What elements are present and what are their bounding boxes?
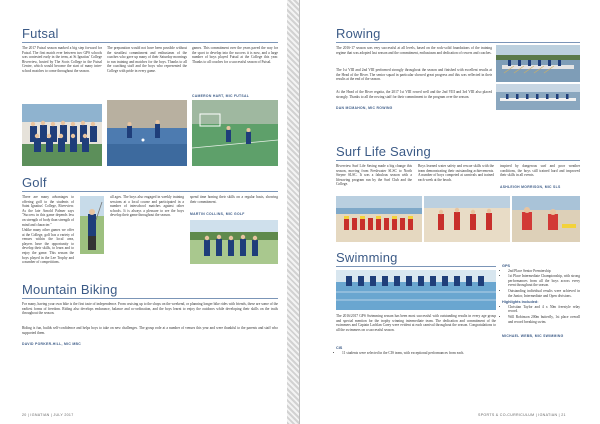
rowing-rule [336, 42, 580, 43]
golf-col-4 [190, 195, 278, 209]
golf-rule [22, 191, 278, 192]
swimming-col-3 [502, 264, 580, 330]
golf-text-4: spend time honing their skills on a regular basis, showing their commitment. [190, 195, 278, 204]
mtb-col-2 [22, 326, 278, 340]
mtb-col-1 [22, 302, 278, 324]
rowing-col-2 [336, 68, 492, 88]
futsal-col-1 [22, 46, 102, 94]
golf-col-3 [110, 195, 184, 255]
golf-title: Golf [22, 175, 47, 190]
rowing-col-1 [336, 46, 492, 64]
rowing-col-3 [336, 90, 492, 104]
surf-photo-2 [424, 196, 510, 242]
swimming-col-1 [336, 314, 496, 344]
swimming-col-2 [336, 346, 496, 368]
futsal-col-2 [107, 46, 187, 98]
golf-col-2 [22, 228, 74, 265]
golf-col-1 [22, 195, 74, 227]
swimming-gps-item: • 1st Place Intermediate Championship, with strong performances from all the boys across every event throughout the season. [508, 274, 580, 288]
futsal-text-2: The preparation would not have been possible without the steadfast commitment and enthusiasm of the coaches who gave up many of their Saturday mornings to run training and matches for the boys. Thanks to all the coaching staff and the boys who represented the College with pride in every game. [107, 46, 187, 73]
futsal-rule [22, 42, 278, 43]
futsal-team-photo [22, 104, 102, 166]
futsal-text-3: games. This commitment over the years paved the way for the sport to develop into the success it is now, and a large number of boys played Futsal at the College this year. Thanks to all coaches for a successful season of Futsal. [192, 46, 278, 64]
futsal-action-photo-1 [107, 100, 187, 166]
rowing-text-1: The 2016-17 season was very successful at all levels, based on the rock-solid foundations of the training regime that was adopted last season and the commitment, enthusiasm and dedication of rowers and coaches. [336, 46, 492, 55]
swimming-photo [336, 270, 496, 310]
swimming-gps-item: • Outstanding individual results were achieved in the Junior, Intermediate and Open divisions. [508, 289, 580, 298]
rowing-photo-2 [496, 84, 580, 110]
swimming-cis-item: • 11 students were selected in the CIS team, with exceptional performances from each. [342, 351, 496, 356]
swimming-gps-list [502, 269, 580, 299]
surf-text-3: inspired by dangerous surf and poor weather conditions, the boys still trained hard and improved their skills in all events. [500, 164, 580, 178]
rowing-photo-1 [496, 45, 580, 82]
rowing-title: Rowing [336, 26, 381, 41]
swimming-gps-heading: GPS [502, 264, 511, 268]
mtb-blank-area [22, 350, 278, 404]
right-page [300, 0, 600, 424]
swimming-text-1: The 2016/2017 GPS Swimming season has been most successful with outstanding results in every age group and special mention for the trophy winning intermediate team. The dedication and commitment of the swimmers and Captain Lachlan Carey were evident at each carnival throughout the season. Congratulations to all the swimmers on a successful season. [336, 314, 496, 332]
surf-col-3 [500, 164, 580, 182]
swimming-cis-list [336, 351, 496, 356]
futsal-title: Futsal [22, 26, 59, 41]
futsal-byline: CAMERON HART, MIC FUTSAL [192, 94, 250, 98]
mtb-text-2: Riding is fun, builds self-confidence and helps boys to take on new challenges. The group rode at a number of venues this year and were thankful to the parents and staff who supported them. [22, 326, 278, 335]
swimming-gps-item: • 2nd Place Senior Premiership [508, 269, 580, 274]
golf-text-2: Unlike many other games we offer at the College, golf has a variety of venues within the local area, players have the opportunity to develop their skills, to learn and to enjoy the game. This season the boys played in the Lee Trophy and a number of competitions. [22, 228, 74, 265]
surf-text-2: Boys learned water safety and rescue skills with the team demonstrating their outstanding achievements. A number of boys competed at carnivals and trained each week at the beach. [418, 164, 494, 182]
swimming-rule [336, 266, 496, 267]
futsal-col-3 [192, 46, 278, 90]
surf-photo-1 [336, 196, 422, 242]
mtb-title: Mountain Biking [22, 282, 118, 297]
swimming-highlight-item: • Christian Taylor and 4 x 50m freestyle relay record. [508, 305, 580, 314]
swimming-cis-heading: CIS [336, 346, 343, 350]
swimming-highlights-list [502, 305, 580, 324]
rowing-byline: DAN MCMAHON, MIC ROWING [336, 106, 393, 110]
swimming-byline: MICHAEL WEBB, MIC SWIMMING [502, 334, 564, 338]
surf-rule [336, 160, 580, 161]
surf-col-2 [418, 164, 494, 194]
swimming-highlights-heading: Highlights included: [502, 300, 539, 305]
mtb-text-1: For many, having your own bike is the first taste of independence. From cruising up to the shops on the weekend, or planning longer bike rides with friends, these are some of the earliest forms of freedom. Riding also develops endurance, balance and co-ordination, and the boys learnt to enjoy the outdoors while developing their skills on the trails throughout the season. [22, 302, 278, 316]
futsal-text-1: The 2017 Futsal season marked a big step forward for Futsal. The first match ever between two GPS schools was contested early in the term, at St Ignatius' College Riverview, hosted by The Scots College in the Futsal Centre, which would become the start of many inter-school matches to come throughout the season. [22, 46, 102, 73]
mtb-rule [22, 298, 278, 299]
surf-text-1: Riverview Surf Life Saving made a big change this season, moving from Freshwater SLSC to North Steyne SLSC. It was a fabulous season with a lifesaving program run by the Surf Club and the College. [336, 164, 412, 187]
rowing-text-2: The 1st VIII and 2nd VIII performed strongly throughout the season and finished with excellent results at the Head of the River. The senior squad in particular showed great progress and this was reflected in their results at the end of the season. [336, 68, 492, 82]
golf-byline: MARTIN COLLINS, MIC GOLF [190, 212, 245, 216]
surf-byline: ASHLEIGH MORRISON, MIC SLS [500, 185, 561, 189]
surf-col-1 [336, 164, 412, 194]
surf-title: Surf Life Saving [336, 144, 431, 159]
swimming-title: Swimming [336, 250, 398, 265]
footer-right: SPORTS & CO-CURRICULUM | IGNATIAN | 21 [478, 413, 566, 417]
golf-text-3: all ages. The boys also engaged in weekly training sessions at a local course and participated in a number of interschool matches against other schools. It is always a pleasure to see the boys develop their game throughout the season. [110, 195, 184, 218]
swimming-highlight-item: • Will Robinson 200m butterfly, 1st place overall and record breaking swim. [508, 315, 580, 324]
golf-text-1: There are many advantages to offering golf to the students of Saint Ignatius' College, Riverview. As the late Arnold Palmer says "Success in this game depends less on strength of body than strength of mind and character." [22, 195, 74, 227]
mtb-byline: DAVID PORKER-HILL, MIC MBC [22, 342, 81, 346]
rowing-text-3: At the Head of the River regatta, the 2017 1st VIII rowed well and the 2nd VIII and 3rd VIII also placed strongly. Thanks to all the rowing staff for their commitment to the program over the season. [336, 90, 492, 99]
golf-portrait-photo [80, 196, 104, 254]
golf-team-photo [190, 220, 278, 264]
footer-left: 20 | IGNATIAN | JULY 2017 [22, 413, 74, 417]
surf-photo-3 [512, 196, 580, 242]
futsal-action-photo-2 [192, 100, 278, 166]
